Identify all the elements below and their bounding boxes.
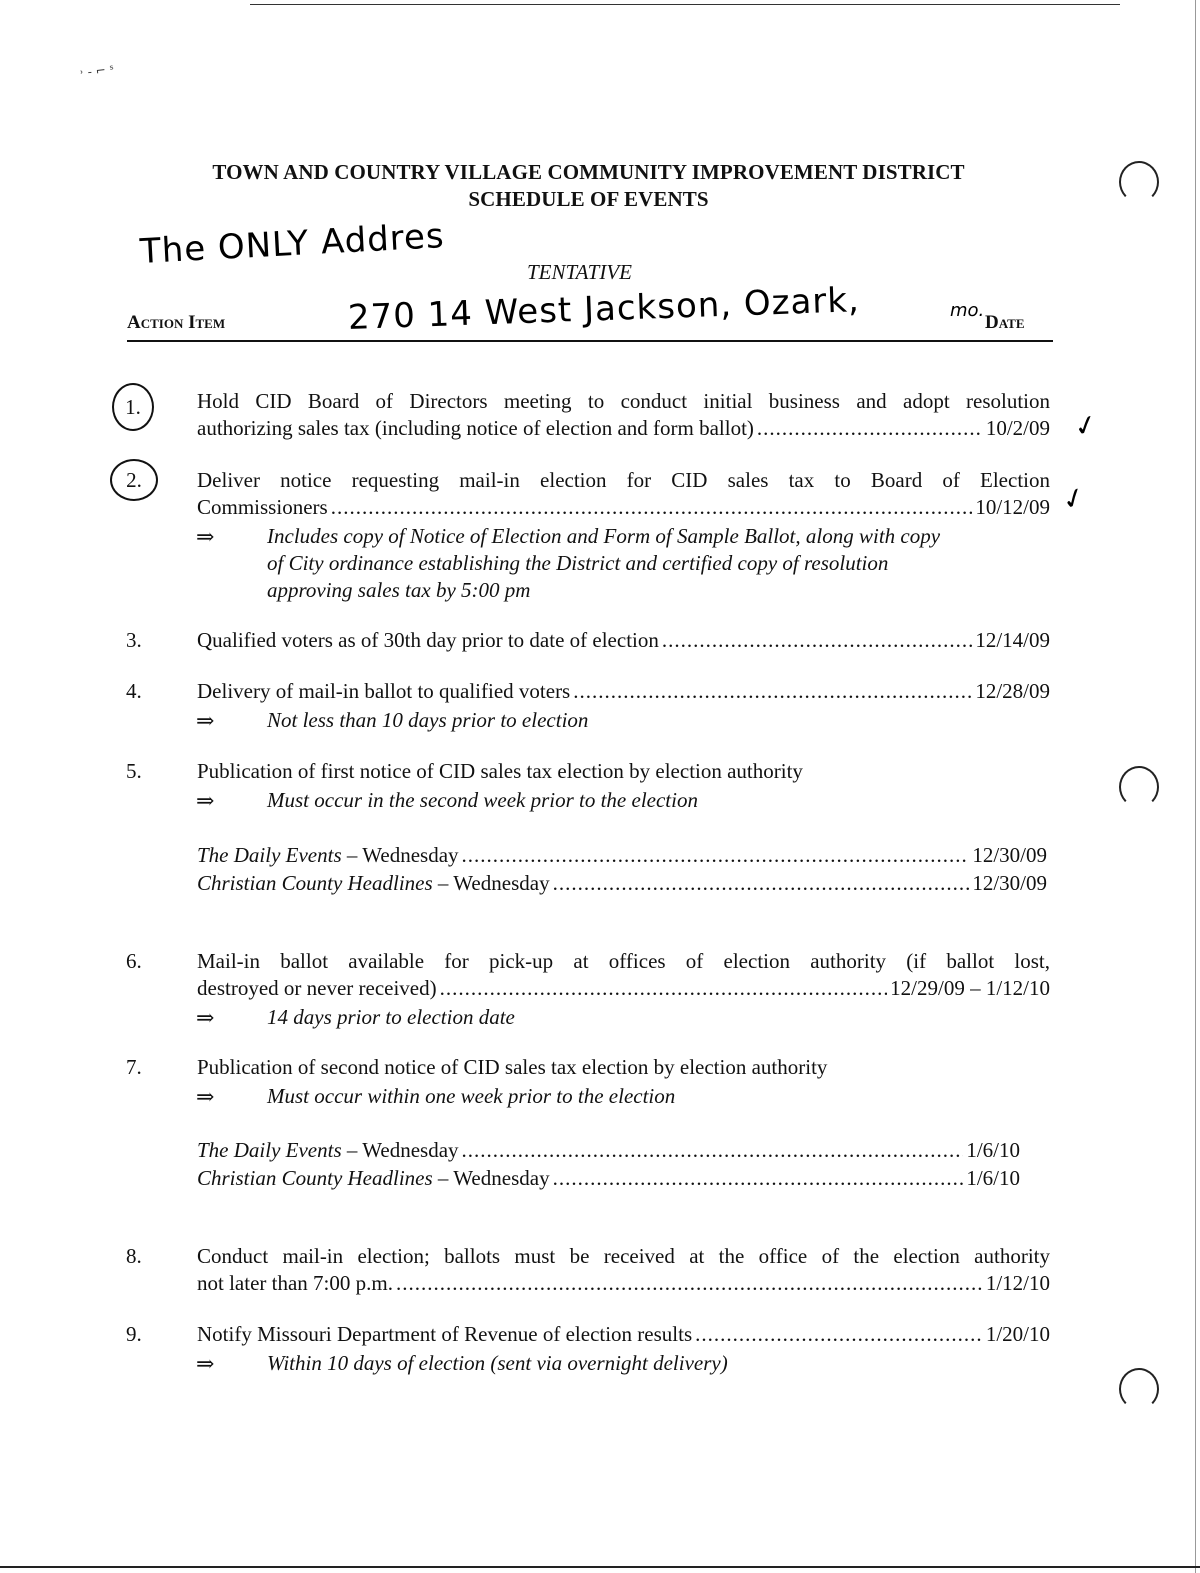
item-text: Commissioners <box>197 495 328 519</box>
dot-leader <box>440 975 888 1002</box>
item-text-with-date <box>197 975 1050 1002</box>
item-date: 1/20/10 <box>985 1322 1050 1346</box>
arrow-icon: ⇒ <box>196 1351 215 1376</box>
item-date: 12/28/09 <box>975 679 1050 703</box>
handwritten-note: The ONLY Addres <box>138 216 446 272</box>
item-number-circled: 2. <box>110 459 158 501</box>
dot-leader <box>462 1137 964 1164</box>
item-note: Within 10 days of election (sent via overnight delivery) <box>267 1351 728 1375</box>
item-date: 10/2/09 <box>985 416 1050 440</box>
item-text: not later than 7:00 p.m. <box>197 1271 393 1295</box>
dot-leader <box>462 842 970 869</box>
dot-leader <box>396 1270 983 1297</box>
item-number: 7. <box>126 1055 142 1079</box>
column-header-action-item: Action Item <box>127 312 226 333</box>
publication-row <box>197 870 1047 897</box>
publication-day: – Wednesday <box>346 843 459 867</box>
publication-name: Christian County Headlines <box>197 1166 433 1190</box>
item-note: Must occur within one week prior to the election <box>267 1084 676 1108</box>
dot-leader <box>695 1321 983 1348</box>
header-rule <box>127 340 1053 342</box>
publication-date: 1/6/10 <box>966 1166 1020 1190</box>
binder-hole-mark <box>1119 1368 1159 1410</box>
publication-day: – Wednesday <box>437 1166 550 1190</box>
item-number: 8. <box>126 1244 142 1268</box>
item-text: destroyed or never received) <box>197 976 437 1000</box>
dot-leader <box>662 627 972 654</box>
dot-leader <box>331 494 973 521</box>
publication-row <box>197 1165 1020 1192</box>
item-text-with-date <box>197 627 1050 654</box>
publication-name: The Daily Events <box>197 843 342 867</box>
item-note: Includes copy of Notice of Election and Form of Sample Ballot, along with copy <box>267 524 941 548</box>
item-text-with-date <box>197 1270 1050 1297</box>
dot-leader <box>553 870 970 897</box>
dot-leader <box>553 1165 964 1192</box>
publication-name: Christian County Headlines <box>197 871 433 895</box>
column-header-date: Date <box>985 312 1025 333</box>
publication-row <box>197 842 1047 869</box>
scan-top-rule <box>250 4 1120 5</box>
item-number: 6. <box>126 949 142 973</box>
item-note: of City ordinance establishing the District and certified copy of resolution <box>267 551 889 575</box>
document-subtitle: SCHEDULE OF EVENTS <box>468 187 709 211</box>
item-note: Must occur in the second week prior to the election <box>267 788 698 812</box>
item-text: Publication of first notice of CID sales tax election by election authority <box>197 759 803 783</box>
tentative-label: TENTATIVE <box>527 260 633 284</box>
scan-right-edge <box>1195 0 1196 1573</box>
item-text-with-date <box>197 678 1050 705</box>
arrow-icon: ⇒ <box>196 1084 215 1109</box>
scan-scribble-mark: ˒ - ⌐ ˢ <box>79 62 115 80</box>
item-date: 12/14/09 <box>975 628 1050 652</box>
item-text: Mail-in ballot available for pick-up at offices of election authority (if ballot lost, <box>197 949 1050 973</box>
item-text: Publication of second notice of CID sales tax election by election authority <box>197 1055 828 1079</box>
publication-date: 12/30/09 <box>972 871 1047 895</box>
item-text: Delivery of mail-in ballot to qualified voters <box>197 679 571 703</box>
item-number-circled: 1. <box>112 383 154 431</box>
publication-row <box>197 1137 1020 1164</box>
item-date: 1/12/10 <box>985 1271 1050 1295</box>
publication-date: 12/30/09 <box>972 843 1047 867</box>
item-text: Conduct mail-in election; ballots must be received at the office of the election authority <box>197 1244 1050 1268</box>
publication-entry <box>197 1137 459 1164</box>
dot-leader <box>573 678 972 705</box>
item-note: approving sales tax by 5:00 pm <box>267 578 531 602</box>
item-number: 3. <box>126 628 142 652</box>
dot-leader <box>757 415 983 442</box>
handwritten-address: 270 14 West Jackson, Ozark, <box>347 280 861 338</box>
publication-date: 1/6/10 <box>966 1138 1020 1162</box>
arrow-icon: ⇒ <box>196 1005 215 1030</box>
item-note: 14 days prior to election date <box>267 1005 515 1029</box>
publication-entry <box>197 842 459 869</box>
handwritten-state: mo. <box>950 300 985 321</box>
item-number: 9. <box>126 1322 142 1346</box>
arrow-icon: ⇒ <box>196 708 215 733</box>
item-note: Not less than 10 days prior to election <box>267 708 589 732</box>
handwritten-check-icon: ✓ <box>1070 406 1102 445</box>
publication-entry <box>197 870 550 897</box>
item-text: Deliver notice requesting mail-in election for CID sales tax to Board of Election <box>197 468 1050 492</box>
item-text-with-date <box>197 1321 1050 1348</box>
item-text: Qualified voters as of 30th day prior to date of election <box>197 628 659 652</box>
binder-hole-mark <box>1119 766 1159 808</box>
publication-day: – Wednesday <box>346 1138 459 1162</box>
item-date: 10/12/09 <box>975 495 1050 519</box>
item-text-with-date <box>197 415 1050 442</box>
item-number: 4. <box>126 679 142 703</box>
item-text: authorizing sales tax (including notice of election and form ballot) <box>197 416 754 440</box>
item-number: 5. <box>126 759 142 783</box>
scan-bottom-edge <box>0 1566 1200 1568</box>
item-text-with-date <box>197 494 1050 521</box>
document-title: TOWN AND COUNTRY VILLAGE COMMUNITY IMPROVEMENT DISTRICT <box>212 160 965 184</box>
handwritten-check-icon: ✓ <box>1057 478 1091 519</box>
item-text: Hold CID Board of Directors meeting to conduct initial business and adopt resolution <box>197 389 1050 413</box>
publication-entry <box>197 1165 550 1192</box>
item-date: 12/29/09 – 1/12/10 <box>890 976 1050 1000</box>
publication-name: The Daily Events <box>197 1138 342 1162</box>
item-text: Notify Missouri Department of Revenue of election results <box>197 1322 693 1346</box>
publication-day: – Wednesday <box>437 871 550 895</box>
arrow-icon: ⇒ <box>196 788 215 813</box>
arrow-icon: ⇒ <box>196 524 215 549</box>
